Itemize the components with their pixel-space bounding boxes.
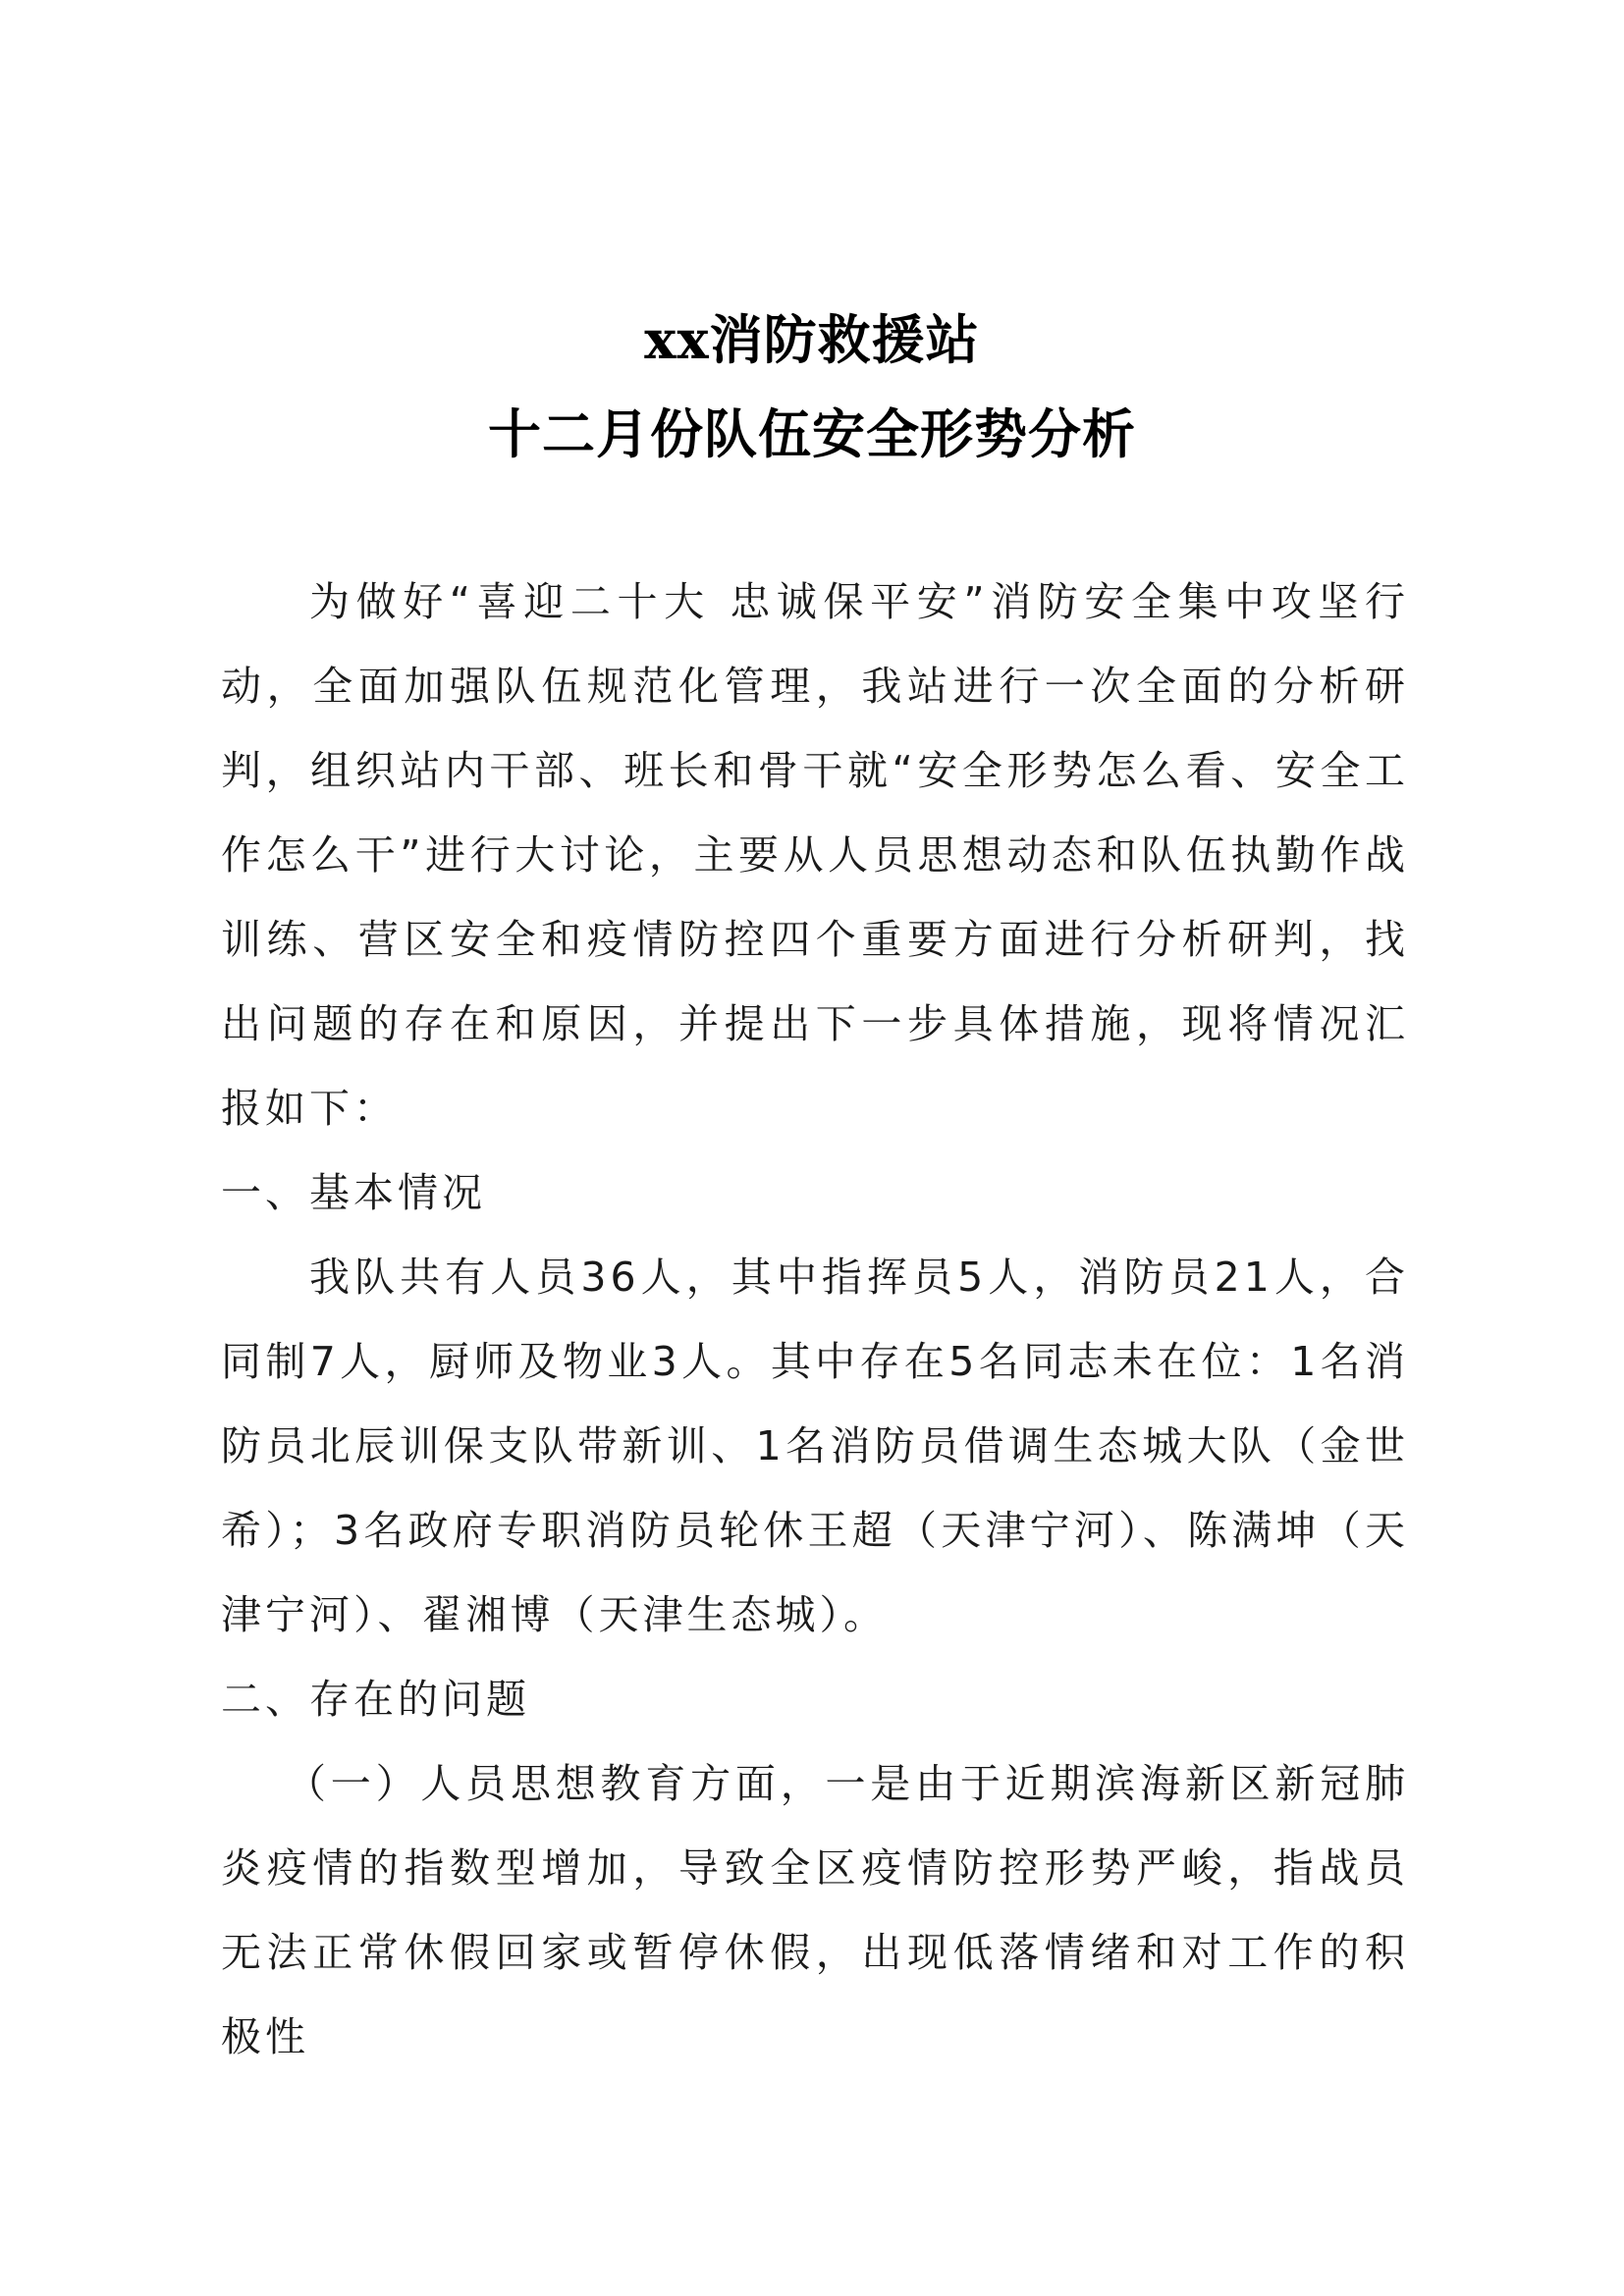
document-title — [0, 293, 1624, 481]
intro-paragraph: 为做好“喜迎二十大 忠诚保平安”消防安全集中攻坚行动，全面加强队伍规范化管理，我站进行一次全面的分析研判，组织站内干部、班长和骨干就“安全形势怎么看、安全工作怎么干”进行大讨论，主要从人员思想动态和队伍执勤作战训练、营区安全和疫情防控四个重要方面进行分析研判，找出问题的存在和原因，并提出下一步具体措施，现将情况汇报如下： — [221, 578, 1409, 1132]
basic-situation-paragraph: 我队共有人员36人，其中指挥员5人，消防员21人，合同制7人，厨师及物业3人。其中存在5名同志未在位：1名消防员北辰训保支队带新训、1名消防员借调生态城大队（金世希）；3名政府专职消防员轮休王超（天津宁河）、陈满坤（天津宁河）、翟湘博（天津生态城）。 — [221, 1254, 1409, 1638]
section-heading-problems: 二、存在的问题 — [221, 1676, 530, 1723]
problems-paragraph: （一）人员思想教育方面，一是由于近期滨海新区新冠肺炎疫情的指数型增加，导致全区疫情防控形势严峻，指战员无法正常休假回家或暂停休假，出现低落情绪和对工作的积极性 — [221, 1760, 1409, 2060]
title-line-2: 十二月份队伍安全形势分析 — [488, 402, 1136, 465]
document-body — [221, 560, 1409, 2079]
section-heading-basic: 一、基本情况 — [221, 1169, 486, 1216]
title-line-1: xx消防救援站 — [644, 308, 980, 371]
